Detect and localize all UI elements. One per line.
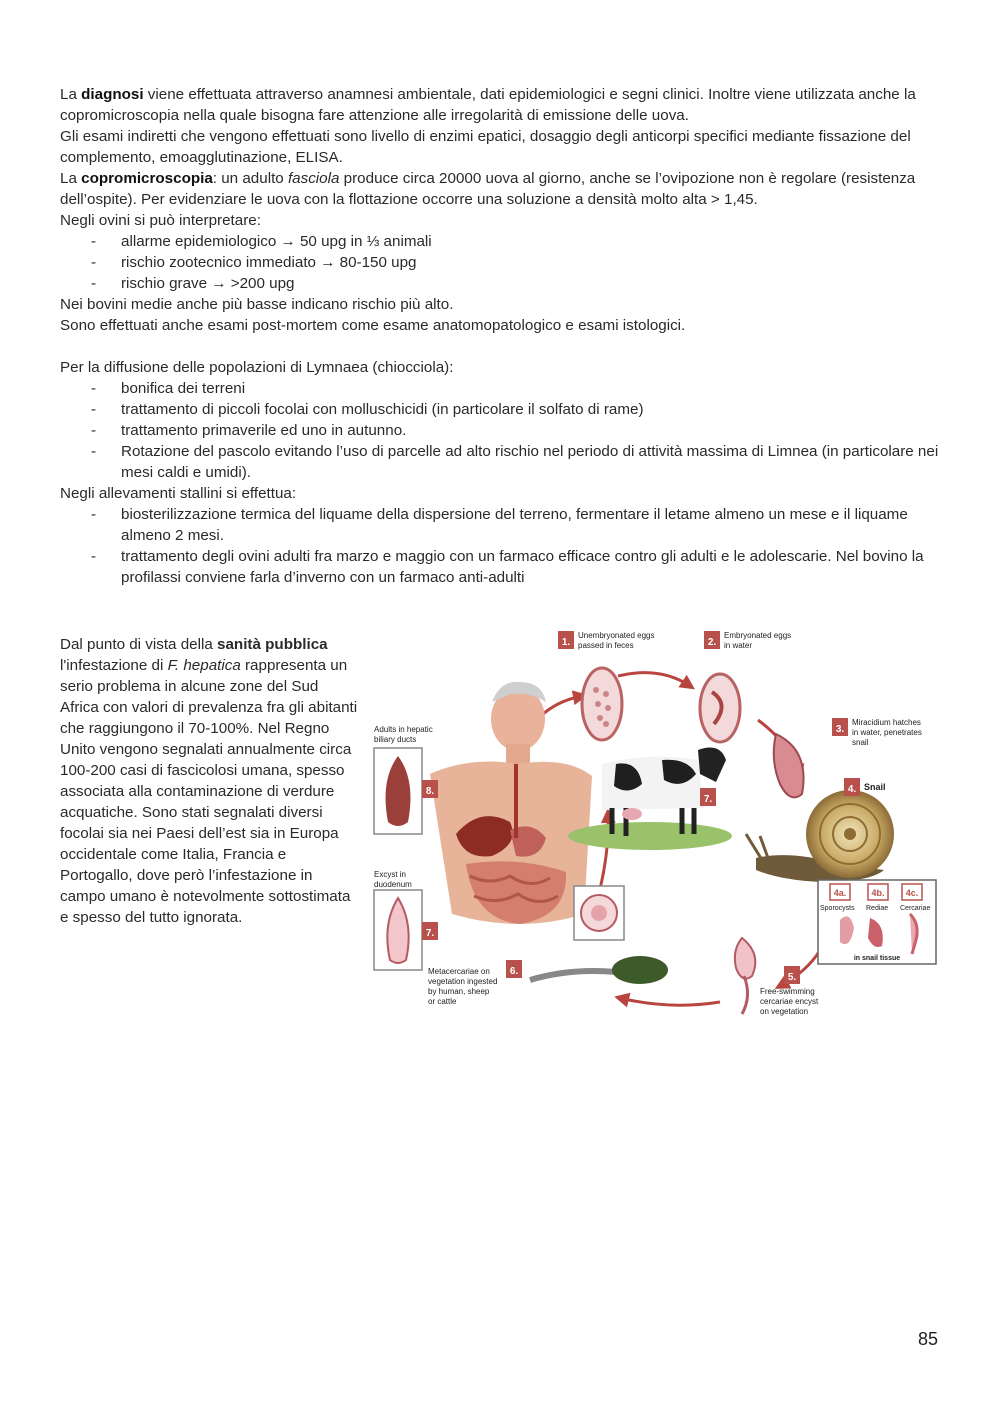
unembryonated-egg <box>582 668 622 740</box>
step-1-number: 1. <box>561 637 571 648</box>
text-run: produce circa 20000 uova al giorno, anche se l’ovipozione non è regolare (resistenza dell’ospite). Per evidenziare le uova con la flottazione occorre una soluzione a densità molto alta > 1,45. <box>60 170 916 208</box>
text-run: La <box>60 170 82 187</box>
list-item: - rischio grave → >200 upg <box>60 273 940 294</box>
fasciola-life-cycle-figure <box>370 624 940 1020</box>
list-item: - allarme epidemiologico → 50 upg in ⅓ animali <box>60 231 940 252</box>
bold-term: diagnosi <box>81 86 144 103</box>
text-run: : un adulto <box>212 170 288 187</box>
main-text <box>60 84 940 588</box>
list-item: - trattamento di piccoli focolai con molluschicidi (in particolare il solfato di rame) <box>60 399 940 420</box>
step-1 <box>558 631 655 650</box>
step-5 <box>760 966 819 1016</box>
step-2-label-line: Embryonated eggs <box>724 631 792 640</box>
step-6-label-line: or cattle <box>428 997 457 1006</box>
text-run: viene effettuata attraverso anamnesi ambientale, dati epidemiologici e segni clinici. Inoltre viene utilizzata anche la copromicroscopia nella quale bisogna fare attenzione alle irregolarità di emissione delle uova. <box>60 86 916 124</box>
step-5-label-line: on vegetation <box>760 1007 809 1016</box>
list-item: - Rotazione del pascolo evitando l’uso di parcelle ad alto rischio nel periodo di attività massima di Limnea (in particolare nei mesi caldi e umidi). <box>60 441 940 483</box>
step-3-label-line: in water, penetrates <box>852 728 922 737</box>
list-item: - bonifica dei terreni <box>60 378 940 399</box>
text-run: La <box>60 86 82 103</box>
step-4-number: 4. <box>847 784 857 795</box>
italic-term: fasciola <box>287 170 340 187</box>
step-7-number: 7. <box>425 928 435 939</box>
snail-figure <box>746 790 894 882</box>
step-6-label-line: Metacercariae on <box>428 967 490 976</box>
step-3 <box>832 718 922 747</box>
bold-term: sanità pubblica <box>217 636 328 653</box>
paragraph-copromicroscopia <box>60 168 940 210</box>
paragraph-ovini: Negli ovini si può interpretare: <box>60 212 261 229</box>
bold-term: copromicroscopia <box>81 170 213 187</box>
public-health-paragraph <box>60 634 360 928</box>
substep-4a-label: Sporocysts <box>820 905 855 912</box>
step-5-number: 5. <box>787 972 797 983</box>
step-1-label-line: Unembryonated eggs <box>578 631 655 640</box>
italic-term: F. hepatica <box>167 657 241 674</box>
substep-4a-number: 4a. <box>833 888 847 898</box>
step-8-number: 8. <box>425 786 435 797</box>
list-item: - rischio zootecnico immediato → 80-150 upg <box>60 252 940 273</box>
list-item: - trattamento degli ovini adulti fra marzo e maggio con un farmaco efficace contro gli adulti e le adolescarie. Nel bovino la profilassi conviene farla d’inverno con un farmaco anti-adulti <box>60 546 940 588</box>
substep-4c-number: 4c. <box>905 888 919 898</box>
list-item: - biosterilizzazione termica del liquame della dispersione del terreno, fermentare il letame almeno un mese e il liquame almeno 2 mesi. <box>60 504 940 546</box>
embryonated-egg <box>700 674 740 742</box>
paragraph-esami: Gli esami indiretti che vengono effettuati sono livello di enzimi epatici, dosaggio degli anticorpi specifici mediante fissazione del complemento, emoagglutinazione, ELISA. <box>60 128 911 166</box>
step-6-label-line: vegetation ingested <box>428 977 498 986</box>
snail-tissue-label: in snail tissue <box>853 955 901 962</box>
spoon-vegetation <box>530 956 668 984</box>
spacer <box>60 336 940 357</box>
step-5-label-line: Free-swimming <box>760 987 815 996</box>
paragraph-bovini: Nei bovini medie anche più basse indicano rischio più alto. <box>60 296 454 313</box>
arrow-1-2 <box>618 673 690 686</box>
step-3-label-line: Miracidium hatches <box>852 718 921 727</box>
substep-4b-label: Rediae <box>866 905 889 912</box>
step-2 <box>704 631 791 650</box>
step-6-label-line: by human, sheep <box>428 987 490 996</box>
step-8-label-line: biliary ducts <box>374 735 417 744</box>
text-run: l'infestazione di <box>60 657 168 674</box>
step-6 <box>428 960 522 1006</box>
paragraph-diagnosi <box>60 84 940 126</box>
step-6-number: 6. <box>509 966 519 977</box>
miracidium <box>774 734 804 797</box>
list-lymnaea <box>60 378 940 483</box>
free-cercaria <box>735 938 755 1014</box>
step-7-cow <box>700 788 716 806</box>
list-allevamenti <box>60 504 940 588</box>
step-3-number: 3. <box>835 724 845 735</box>
paragraph-allevamenti: Negli allevamenti stallini si effettua: <box>60 485 297 502</box>
excyst-box <box>374 890 422 970</box>
substep-4c-label: Cercariae <box>900 905 931 912</box>
step-8-label-line: Adults in hepatic <box>374 725 433 734</box>
substep-4b-number: 4b. <box>871 888 885 898</box>
step-3-label-line: snail <box>852 738 869 747</box>
paragraph-post-mortem: Sono effettuati anche esami post-mortem come esame anatomopatologico e esami istologici. <box>60 317 686 334</box>
metacercaria-box <box>574 886 624 940</box>
page-number: 85 <box>918 1329 939 1349</box>
list-item: - trattamento primaverile ed uno in autunno. <box>60 420 940 441</box>
step-4-label-line: Snail <box>864 782 886 792</box>
arrow-5-6 <box>620 998 720 1005</box>
paragraph-lymnaea: Per la diffusione delle popolazioni di Lymnaea (chiocciola): <box>60 359 454 376</box>
step-2-number: 2. <box>707 637 717 648</box>
human-figure <box>430 682 592 924</box>
step-7-label-line: Excyst in <box>374 870 407 879</box>
text-run: Dal punto di vista della <box>60 636 218 653</box>
list-thresholds <box>60 231 940 294</box>
substep-4b <box>866 884 888 912</box>
step-5-label-line: cercariae encyst <box>760 997 819 1006</box>
step-1-label-line: passed in feces <box>578 641 634 650</box>
step-7-label-line: duodenum <box>374 880 412 889</box>
step-7-cow-number: 7. <box>703 794 713 805</box>
step-2-label-line: in water <box>724 641 753 650</box>
adult-fluke-box <box>374 748 422 834</box>
text-run: rappresenta un serio problema in alcune zone del Sud Africa con valori di prevalenza fra gli abitanti che raggiungono il 70-100%. Nel Regno Unito vengono segnalati annualmente circa 100-200 casi di fascicolosi umana, spesso associata alla contaminazione di verdure acquatiche. Sono stati segnalati diversi focolai sia nei Paesi dell’est sia in Europa occidentale come Italia, Francia e Portogallo, dove però l’infestazione in campo umano è notevolmente sottostimata e spesso del tutto ignorata. <box>60 657 358 926</box>
